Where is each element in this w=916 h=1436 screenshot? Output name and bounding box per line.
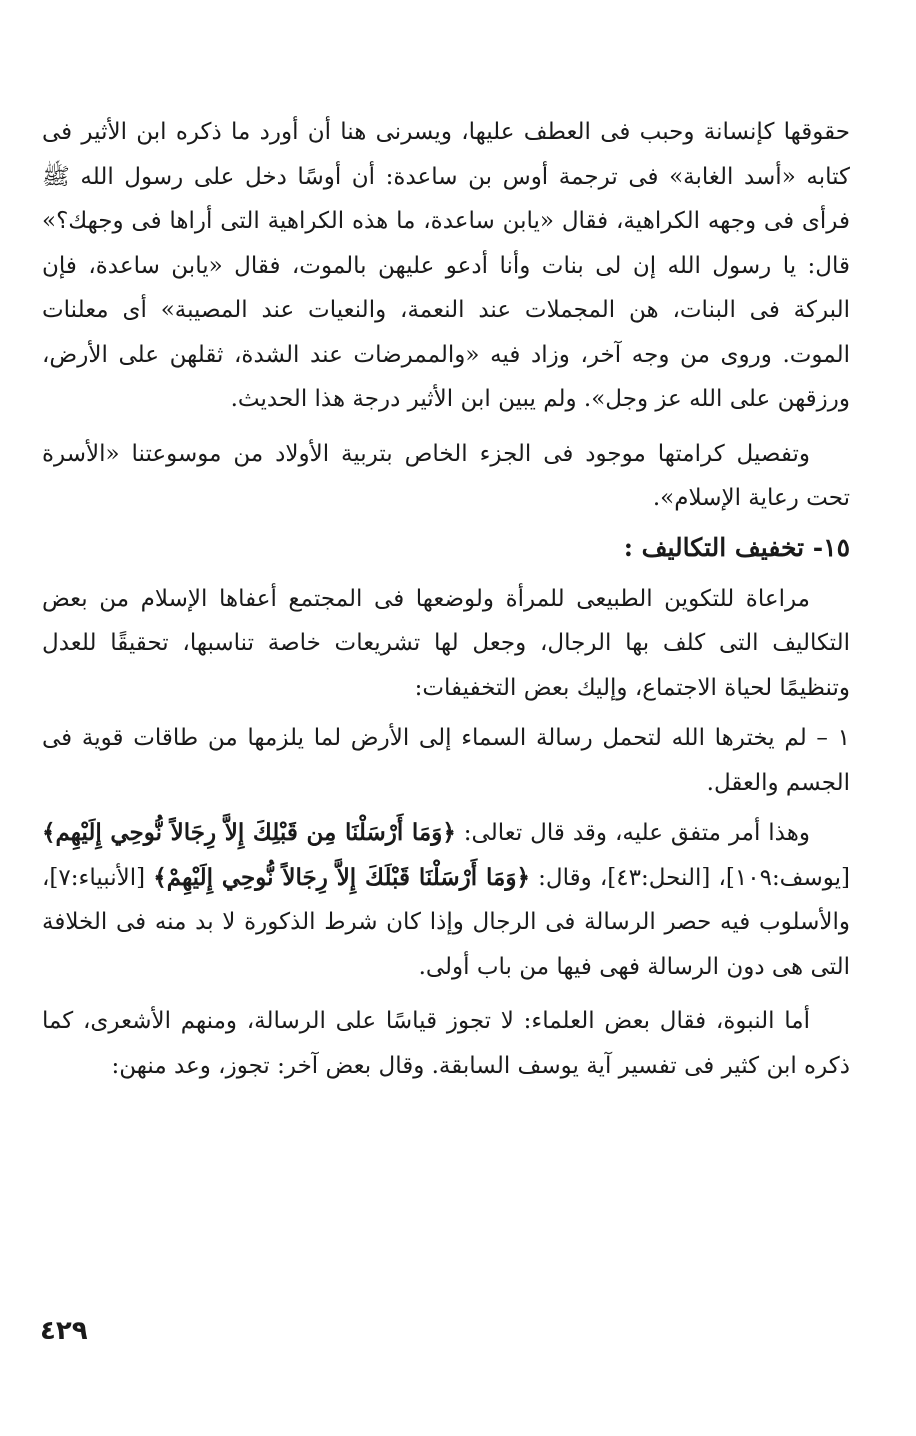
page-body xyxy=(42,110,850,1088)
quran-verse-2: ﴿وَمَا أَرْسَلْنَا قَبْلَكَ إِلاَّ رِجَالاً نُّوحِي إِلَيْهِمْ﴾ xyxy=(153,863,530,891)
quran-verse-1: ﴿وَمَا أَرْسَلْنَا مِن قَبْلِكَ إِلاَّ رِجَالاً نُّوحِي إِلَيْهِم﴾ xyxy=(42,819,456,846)
paragraph-1: حقوقها كإنسانة وحبب فى العطف عليها، ويسرنى هنا أن أورد ما ذكره ابن الأثير فى كتابه «أسد الغابة» فى ترجمة أوس بن ساعدة: أن أوسًا دخل على رسول الله ﷺ فرأى فى وجهه الكراهية، فقال «يابن ساعدة، ما هذه الكراهية التى أراها فى وجهك؟» قال: يا رسول الله إن لى بنات وأنا أدعو عليهن بالموت، فقال «يابن ساعدة، فإن البركة فى البنات، هن المجملات عند النعمة، والنعيات عند المصيبة» أى معلنات الموت. وروى من وجه آخر، وزاد فيه «والممرضات عند الشدة، ثقلهن على الأرض، ورزقهن على الله عز وجل». ولم يبين ابن الأثير درجة هذا الحديث. xyxy=(42,119,850,412)
paragraph-5-text-a: وهذا أمر متفق عليه، وقد قال تعالى: xyxy=(463,820,810,846)
paragraph-5-text-b: [يوسف:١٠٩]، [النحل:٤٣]، وقال: xyxy=(538,864,851,891)
paragraph-4: ١ – لم يخترها الله لتحمل رسالة السماء إلى الأرض لما يلزمها من طاقات قوية فى الجسم والعقل. xyxy=(42,725,850,796)
paragraph-6: أما النبوة، فقال بعض العلماء: لا تجوز قياسًا على الرسالة، ومنهم الأشعرى، كما ذكره ابن كثير فى تفسير آية يوسف السابقة. وقال بعض آخر: تجوز، وعد منهن: xyxy=(42,1008,850,1079)
paragraph-5 xyxy=(42,811,850,989)
paragraph-2: وتفصيل كرامتها موجود فى الجزء الخاص بتربية الأولاد من موسوعتنا «الأسرة تحت رعاية الإسلام». xyxy=(42,440,850,511)
paragraph-3: مراعاة للتكوين الطبيعى للمرأة ولوضعها فى المجتمع أعفاها الإسلام من بعض التكاليف التى كلف بها الرجال، وجعل لها تشريعات خاصة تناسبها، تحقيقًا للعدل وتنظيمًا لحياة الاجتماع، وإليك بعض التخفيفات: xyxy=(42,585,851,701)
section-heading: ١٥- تخفيف التكاليف : xyxy=(623,532,850,562)
paragraph-5-text-c: [الأنبياء:٧]، والأسلوب فيه حصر الرسالة فى الرجال وإذا كان شرط الذكورة لا بد منه فى الخلافة التى هى دون الرسالة فهى فيها من باب أولى. xyxy=(42,864,850,980)
page-number: ٤٢٩ xyxy=(40,1316,88,1346)
